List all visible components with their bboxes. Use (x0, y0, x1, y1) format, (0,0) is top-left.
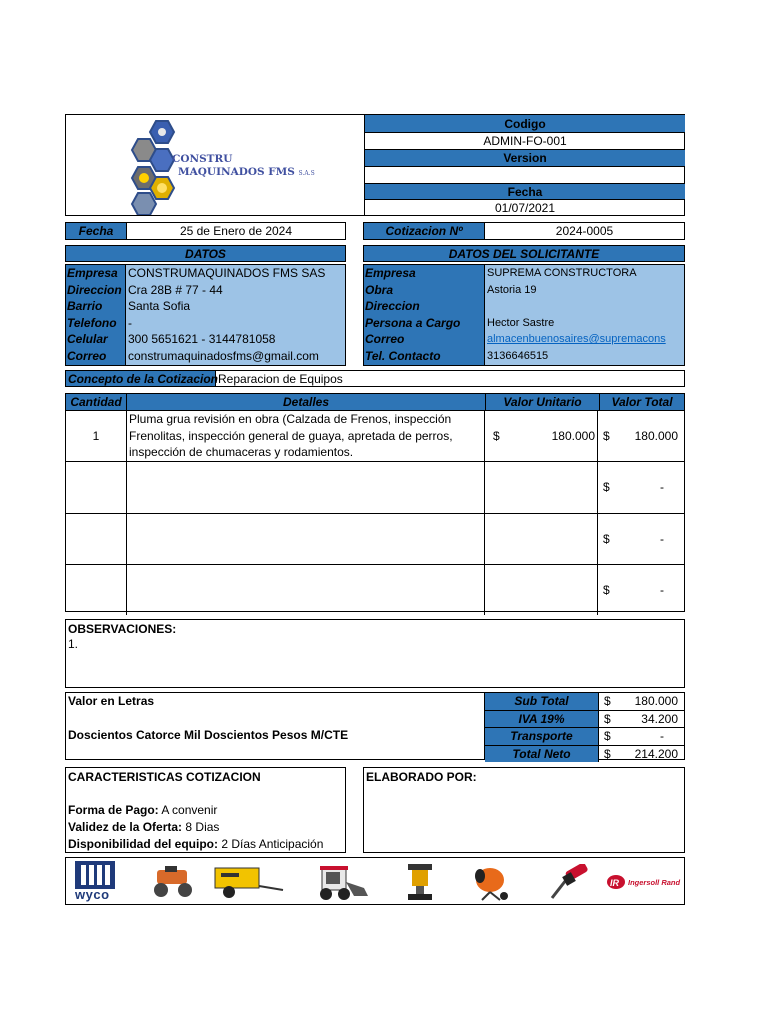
totals-value-cell (599, 693, 684, 710)
datos-table (65, 264, 346, 366)
valor-letras-label: Valor en Letras (68, 694, 155, 708)
item-row (66, 565, 684, 615)
totals-currency: $ (604, 694, 611, 708)
concepto-label: Concepto de la Cotizacion (68, 372, 219, 386)
version-label: Version (365, 149, 685, 166)
codigo-label: Codigo (365, 115, 685, 132)
fecha-doc-value: 01/07/2021 (365, 199, 685, 215)
item-valor-unitario (485, 565, 598, 615)
logo-text-line1: CONSTRU (172, 153, 233, 165)
item-valor-total (598, 565, 684, 615)
item-unit-value: 180.000 (551, 429, 595, 444)
quote-date-label: Fecha (66, 223, 127, 239)
observaciones-box (65, 619, 685, 688)
solicitante-title: DATOS DEL SOLICITANTE (363, 245, 685, 262)
item-detalles (127, 462, 485, 512)
solicitante-label: Persona a Cargo (365, 315, 461, 330)
datos-value: Santa Sofia (128, 299, 191, 314)
item-detalles (127, 565, 485, 615)
forma-pago-value: A convenir (161, 803, 218, 817)
solicitante-row (364, 348, 684, 365)
item-total-value: - (660, 583, 664, 598)
datos-label: Correo (66, 348, 126, 365)
concrete-mixer-icon (466, 862, 516, 902)
item-cantidad (66, 462, 127, 512)
valor-letras-value: Doscientos Catorce Mil Doscientos Pesos M/CTE (68, 728, 349, 742)
item-total-currency: $ (603, 480, 610, 495)
items-body (66, 411, 684, 615)
items-header-row (66, 394, 684, 411)
logo-text (172, 153, 315, 180)
disponibilidad-label: Disponibilidad del equipo: (68, 837, 218, 851)
ingersoll-rand-mark-icon (606, 874, 626, 890)
datos-value: Cra 28B # 77 - 44 (128, 282, 223, 297)
solicitante-value: 3136646515 (487, 349, 549, 362)
datos-value: construmaquinadosfms@gmail.com (128, 348, 319, 363)
elaborado-title: ELABORADO POR: (366, 770, 477, 784)
solicitante-value: Hector Sastre (487, 316, 555, 329)
datos-value: CONSTRUMAQUINADOS FMS SAS (128, 266, 326, 280)
item-valor-total (598, 514, 684, 564)
solicitante-row (364, 282, 684, 299)
quote-date-value: 25 de Enero de 2024 (179, 224, 293, 238)
item-cantidad (66, 565, 127, 615)
solicitante-row (364, 298, 684, 315)
item-row (66, 411, 684, 462)
datos-row (66, 265, 345, 282)
items-table (65, 393, 685, 612)
datos-label: Empresa (66, 265, 126, 282)
air-compressor-icon (211, 864, 285, 900)
jackhammer-icon (548, 864, 594, 900)
caracteristicas-box (65, 767, 346, 853)
totals-value-cell (599, 728, 684, 745)
datos-row (66, 282, 345, 299)
totals-label: IVA 19% (485, 711, 599, 728)
totals-value-cell (599, 746, 684, 763)
datos-row (66, 315, 345, 332)
item-unit-currency: $ (493, 429, 500, 444)
valor-letras-box (65, 692, 685, 760)
datos-label: Celular (66, 331, 126, 348)
validez-label: Validez de la Oferta: (68, 820, 183, 834)
company-logo (66, 115, 364, 215)
header-cantidad: Cantidad (66, 394, 127, 410)
item-total-value: 180.000 (634, 429, 678, 444)
solicitante-rows (364, 265, 684, 365)
logo-text-line2: MAQUINADOS FMS (178, 166, 295, 178)
solicitante-value[interactable]: almacenbuenosaires@supremacons (487, 333, 666, 346)
disponibilidad (68, 837, 343, 854)
datos-value: - (128, 315, 132, 330)
ingersoll-rand-text: Ingersoll Rand (628, 877, 681, 887)
datos-label: Barrio (66, 298, 126, 315)
solicitante-label: Direccion (365, 299, 420, 314)
codigo-value: ADMIN-FO-001 (365, 132, 685, 149)
header-valor-total: Valor Total (600, 394, 684, 410)
item-valor-total (598, 462, 684, 512)
item-cantidad: 1 (66, 411, 127, 461)
totals-row (485, 693, 684, 711)
datos-label: Direccion (66, 282, 126, 299)
tamping-rammer-icon (402, 862, 438, 902)
solicitante-row (364, 265, 684, 282)
header-block (65, 114, 685, 216)
datos-row (66, 331, 345, 348)
skid-steer-icon (314, 862, 372, 902)
datos-row (66, 348, 345, 365)
roller-compactor-icon (151, 864, 195, 900)
item-total-value: - (660, 531, 664, 546)
observaciones-line1: 1. (68, 637, 79, 651)
solicitante-value (484, 298, 683, 315)
datos-row (66, 298, 345, 315)
totals-currency: $ (604, 746, 611, 761)
quote-number-box (363, 222, 685, 240)
totals-currency: $ (604, 729, 611, 743)
solicitante-label: Correo (365, 332, 405, 347)
item-detalles (127, 514, 485, 564)
totals-amount: - (660, 729, 664, 743)
concepto-box (65, 370, 685, 387)
datos-title: DATOS (65, 245, 346, 262)
item-detalles: Pluma grua revisión en obra (Calzada de Frenos, inspección Frenolitas, inspección general de guaya, apretada de perros, inspección de chumaceras y rodamientos. (127, 411, 485, 461)
elaborado-box (363, 767, 685, 853)
totals-row (485, 728, 684, 746)
wyco-text: wyco (75, 887, 110, 902)
ingersoll-rand-logo (606, 872, 684, 892)
item-valor-unitario (485, 514, 598, 564)
item-total-value: - (660, 480, 664, 495)
totals-label: Transporte (485, 728, 599, 745)
version-value (365, 166, 685, 183)
validez-oferta (68, 820, 343, 837)
wyco-logo (73, 861, 117, 901)
solicitante-value: Astoria 19 (487, 283, 537, 296)
solicitante-label: Empresa (365, 266, 416, 280)
datos-label: Telefono (66, 315, 126, 332)
item-total-currency: $ (603, 583, 610, 598)
caracteristicas-title: CARACTERISTICAS COTIZACION (68, 770, 261, 784)
item-valor-total (598, 411, 684, 461)
solicitante-row (364, 331, 684, 348)
totals-row (485, 746, 684, 763)
totals-row (485, 711, 684, 729)
item-valor-unitario (485, 462, 598, 512)
quote-number-label: Cotizacion Nº (364, 223, 485, 239)
forma-pago-label: Forma de Pago: (68, 803, 159, 817)
solicitante-table (363, 264, 685, 366)
totals-amount: 214.200 (634, 746, 678, 761)
datos-rows (66, 265, 345, 365)
doc-meta (364, 115, 684, 215)
item-valor-unitario (485, 411, 598, 461)
totals-amount: 180.000 (634, 694, 678, 708)
solicitante-label: Obra (365, 282, 394, 297)
item-row (66, 514, 684, 565)
quote-date-box (65, 222, 346, 240)
totals-label: Total Neto (485, 746, 599, 763)
solicitante-row (364, 315, 684, 332)
totals-amount: 34.200 (641, 711, 678, 726)
fecha-doc-label: Fecha (365, 183, 685, 199)
solicitante-label: Tel. Contacto (365, 348, 441, 363)
totals-value-cell (599, 711, 684, 728)
forma-pago (68, 803, 343, 820)
datos-value: 300 5651621 - 3144781058 (128, 332, 276, 347)
quote-number-value: 2024-0005 (555, 224, 614, 238)
solicitante-value: SUPREMA CONSTRUCTORA (487, 267, 637, 279)
header-valor-unitario: Valor Unitario (486, 394, 600, 410)
totals-label: Sub Total (485, 693, 599, 710)
header-detalles: Detalles (127, 394, 486, 410)
concepto-value: Reparacion de Equipos (218, 372, 343, 386)
disponibilidad-value: 2 Días Anticipación (221, 837, 324, 851)
observaciones-title: OBSERVACIONES: (68, 622, 177, 636)
item-total-currency: $ (603, 531, 610, 546)
equipment-strip (65, 857, 685, 905)
logo-text-suffix: S.A.S (298, 170, 315, 177)
item-row (66, 462, 684, 513)
totals-currency: $ (604, 711, 611, 726)
validez-value: 8 Dias (185, 820, 220, 834)
totals-table (484, 693, 684, 759)
item-cantidad (66, 514, 127, 564)
item-total-currency: $ (603, 429, 610, 444)
svg-text:IR: IR (610, 878, 619, 888)
